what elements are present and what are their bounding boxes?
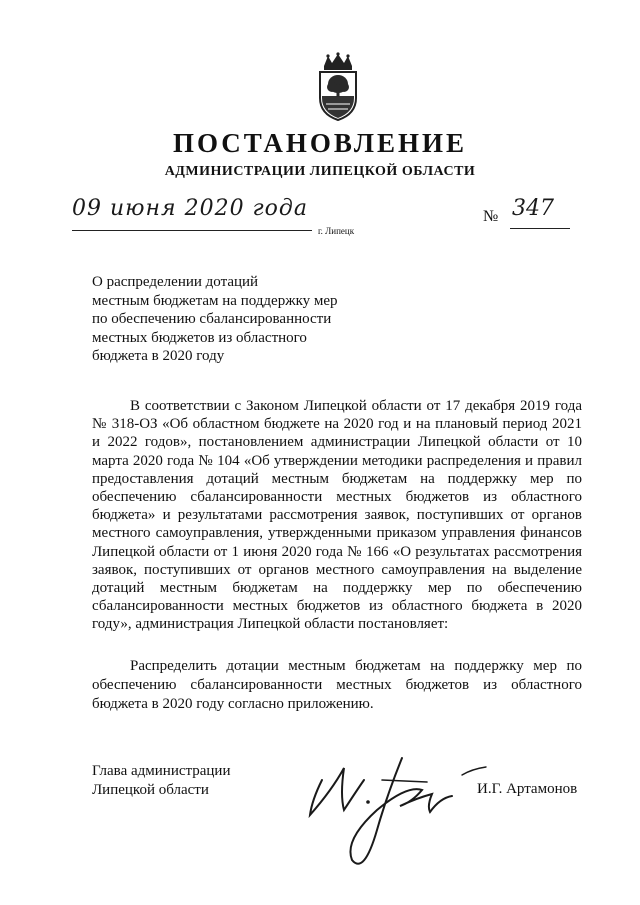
heading-line: О распределении дотаций [92,274,259,290]
signatory-position-line: Липецкой области [92,782,209,798]
heading-line: местных бюджетов из областного [92,329,307,346]
handwritten-date: 09 июня 2020 года [72,196,308,221]
body-paragraph-1: В соответствии с Законом Липецкой области от 17 декабря 2019 года № 318-ОЗ «Об областном бюджете на 2020 год и на плановый период 2021 и 2022 годов», постановлением администрации Липецкой области от 10 марта 2020 года № 104 «Об утверждении методики распределения и правил предоставления дотаций местным бюджетам на поддержку мер по обеспечению сбалансированности местных бюджетов из областного бюджета» и результатами рассмотрения заявок, поступивших от органов местного самоуправления, утвержденными приказом управления финансов Липецкой области от 1 июня 2020 года № 166 «О результатах рассмотрения заявок, поступивших от органов местного самоуправления на выделение дотаций местным бюджетам на поддержку мер по обеспечению сбалансированности местных бюджетов из областного бюджета в 2020 году», администрация Липецкой области постановляет: [92,398,582,633]
document-subtitle: АДМИНИСТРАЦИИ ЛИПЕЦКОЙ ОБЛАСТИ [164,164,476,179]
document-heading [92,273,392,366]
pen-stroke-mark [460,765,488,777]
handwritten-signature [282,740,482,890]
city-label: г. Липецк [318,226,355,236]
document-title: ПОСТАНОВЛЕНИЕ [172,128,468,158]
heading-line: бюджета в 2020 году [92,348,225,364]
number-field [510,196,570,229]
signatory-name: И.Г. Артамонов [477,781,578,797]
heading-line: по обеспечению сбалансированности [92,311,332,327]
heading-line: местным бюджетам на поддержку мер [92,292,338,309]
signatory-position [92,762,230,800]
number-label: № [483,208,499,225]
handwritten-number: 347 [512,196,554,221]
signatory-position-line: Глава администрации [92,763,231,779]
body-paragraph-2: Распределить дотации местным бюджетам на поддержку мер по обеспечению сбалансированности местных бюджетов из областного бюджета в 2020 году согласно приложению. [92,658,582,712]
coat-of-arms-emblem [316,52,360,122]
date-field [72,196,312,231]
